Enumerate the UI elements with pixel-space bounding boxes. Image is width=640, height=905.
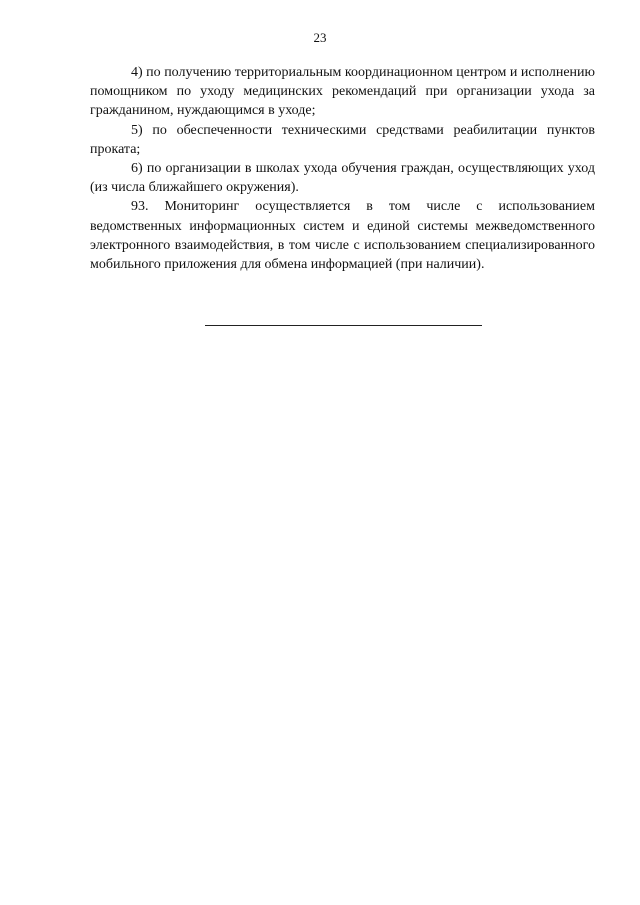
paragraph-item-6: 6) по организации в школах ухода обучения граждан, осуществляющих уход (из числа ближайшего окружения).	[90, 161, 595, 196]
document-body	[90, 63, 595, 274]
paragraph-93-monitoring: 93. Мониторинг осуществляется в том числе с использованием ведомственных информационных систем и единой системы межведомственного электронного взаимодействия, в том числе с использованием специализированного мобильного приложения для обмена информацией (при наличии).	[90, 199, 595, 273]
page-number: 23	[313, 30, 327, 45]
end-of-document-rule	[205, 325, 482, 326]
paragraph-item-4: 4) по получению территориальным координационном центром и исполнению помощником по уходу медицинских рекомендаций при организации ухода за гражданином, нуждающимся в уходе;	[90, 65, 595, 119]
paragraph-item-5: 5) по обеспеченности техническими средствами реабилитации пунктов проката;	[90, 122, 595, 157]
